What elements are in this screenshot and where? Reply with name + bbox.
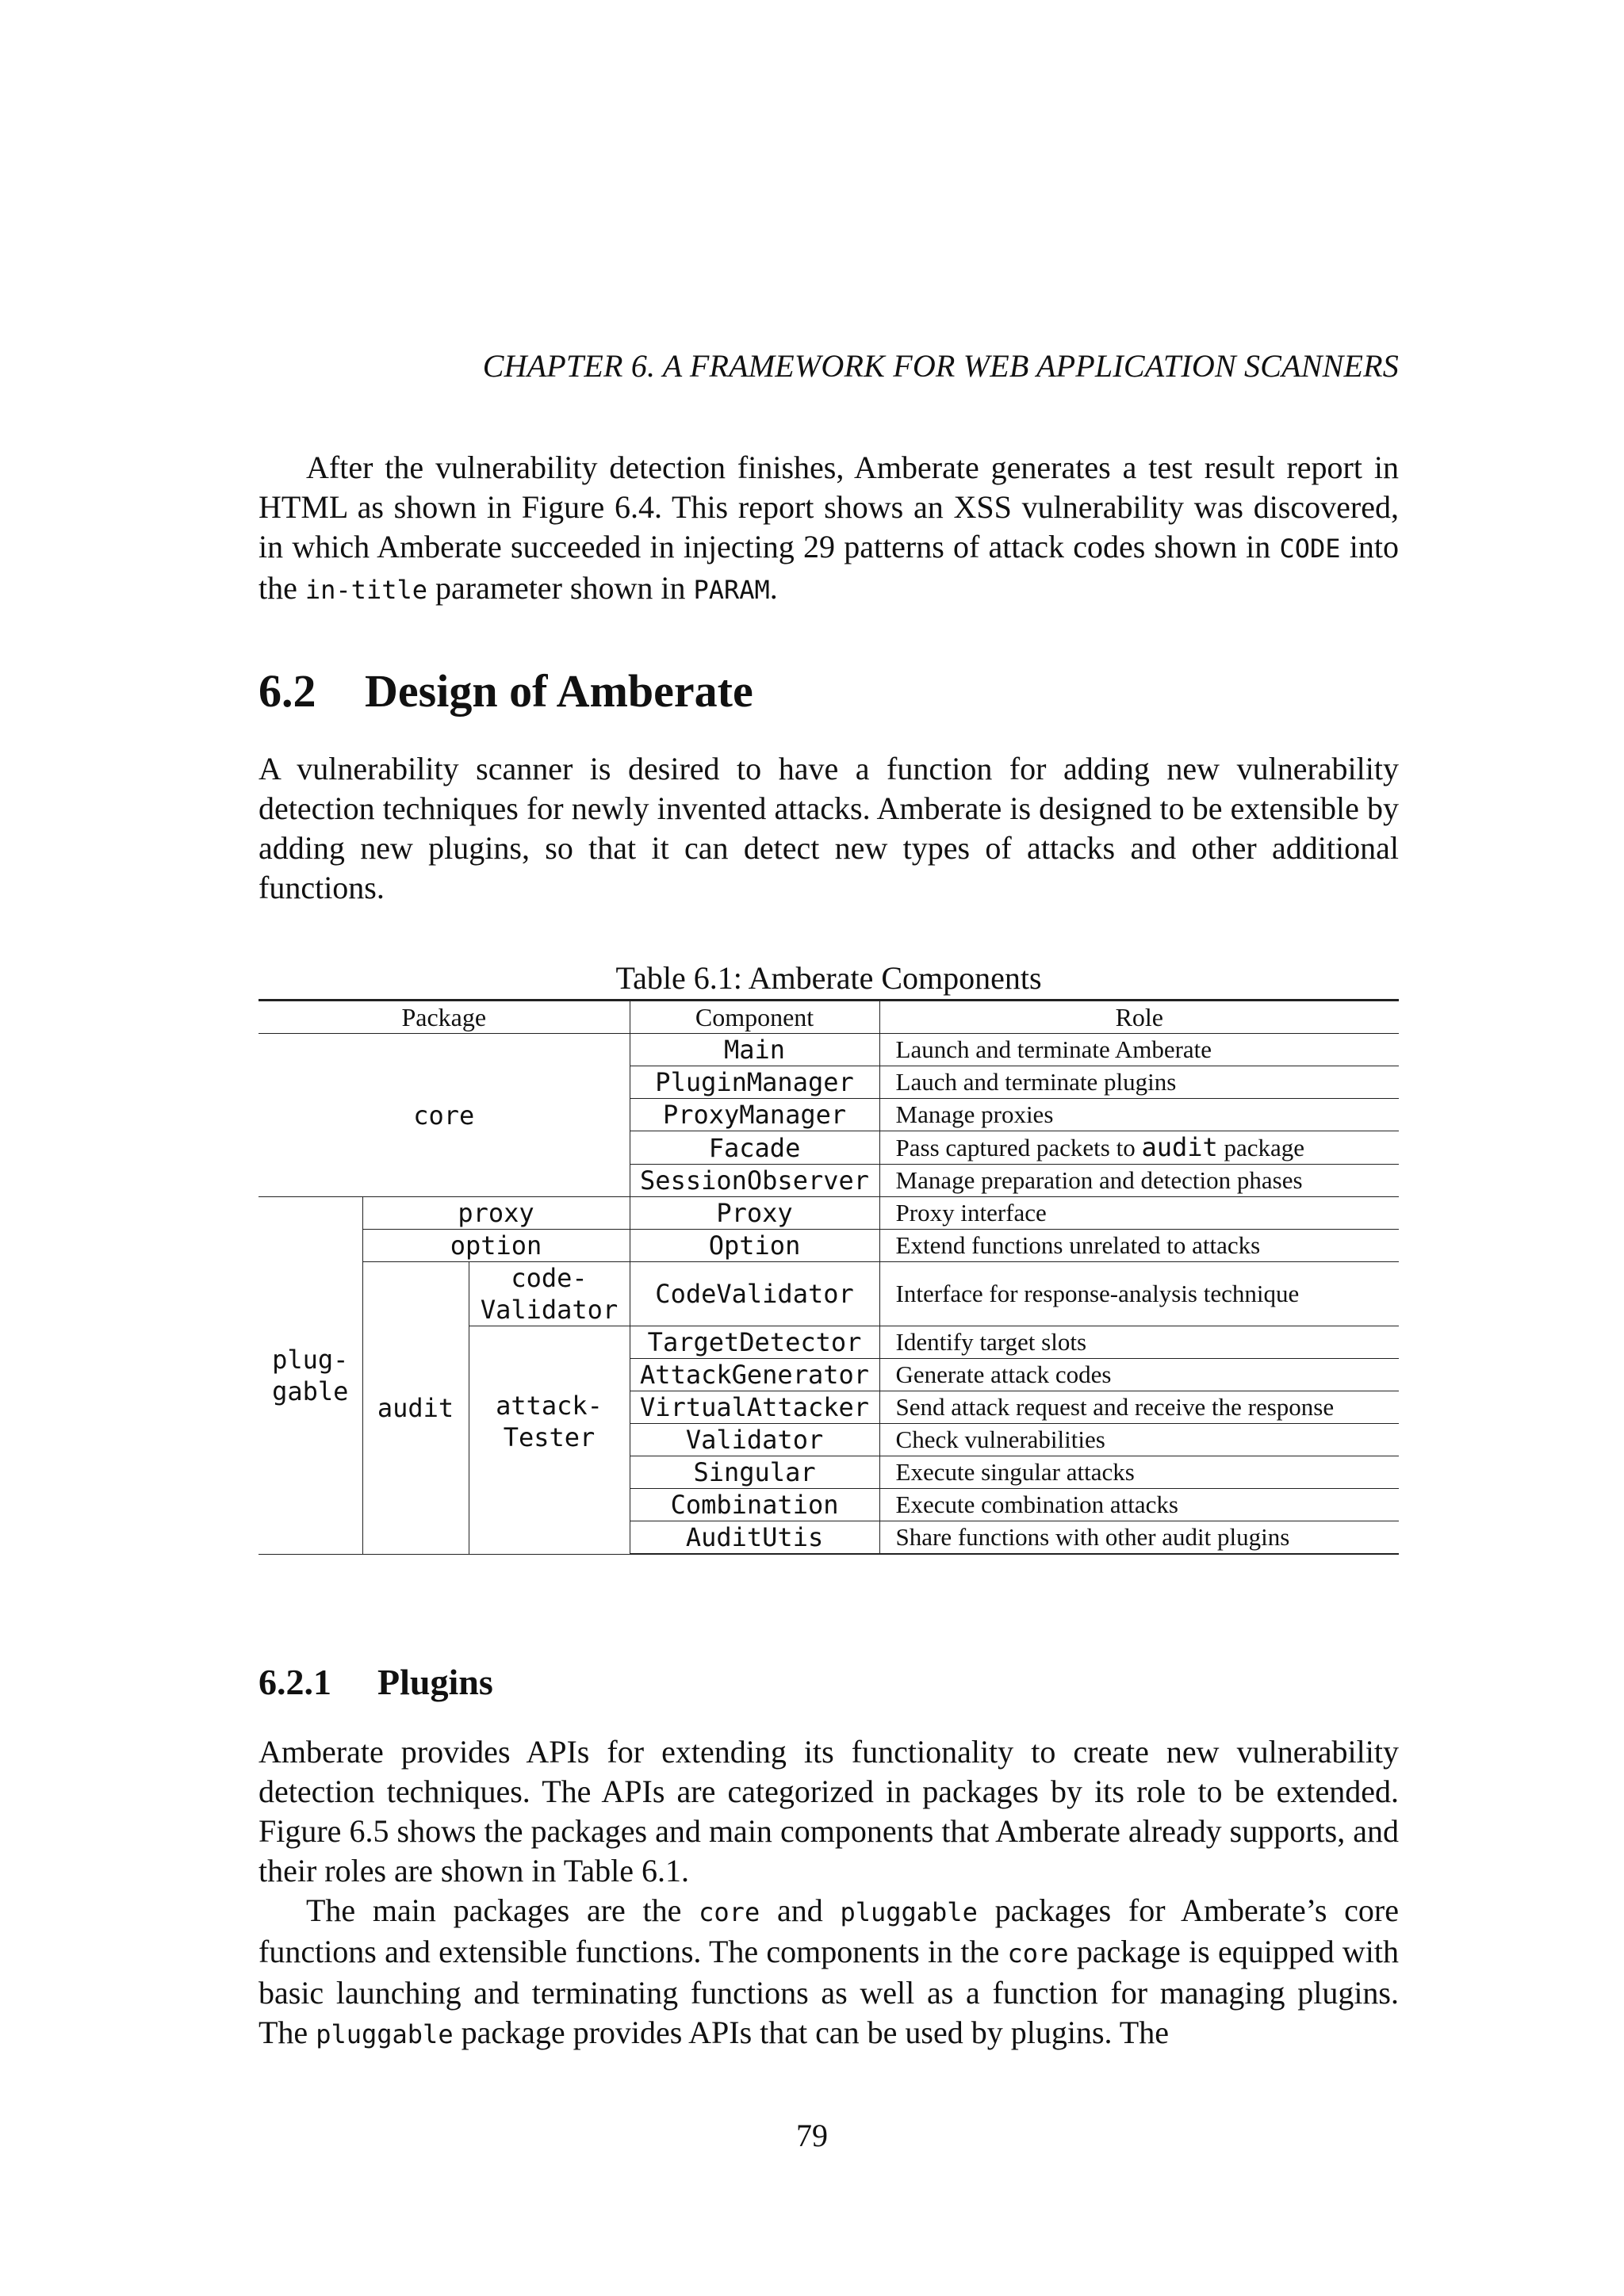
intro-text-2: into the (259, 529, 1399, 606)
component-cell: TargetDetector (630, 1326, 879, 1359)
role-cell: Send attack request and receive the response (879, 1391, 1399, 1424)
component-cell: AuditUtis (630, 1521, 879, 1555)
packages-text-4: package is equipped with basic launching and terminating functions as well as a function for managing plugins. The (259, 1934, 1399, 2050)
role-cell: Execute singular attacks (879, 1456, 1399, 1489)
component-cell: Singular (630, 1456, 879, 1489)
table-header-row (259, 1001, 1399, 1034)
inline-code-audit: audit (1141, 1132, 1218, 1162)
page-number: 79 (796, 2118, 828, 2153)
subsection-number: 6.2.1 (259, 1662, 331, 1702)
component-cell: Proxy (630, 1197, 879, 1230)
inline-code-core: core (699, 1897, 760, 1927)
packages-text-5: package provides APIs that can be used by plugins. The (453, 2015, 1169, 2050)
running-head: CHAPTER 6. A FRAMEWORK FOR WEB APPLICATION SCANNERS (482, 348, 1399, 384)
component-cell: VirtualAttacker (630, 1391, 879, 1424)
packages-text-1: The main packages are the (306, 1892, 699, 1928)
subsection-title: Plugins (377, 1662, 493, 1702)
component-cell: AttackGenerator (630, 1359, 879, 1391)
role-cell: Share functions with other audit plugins (879, 1521, 1399, 1555)
component-cell: Main (630, 1034, 879, 1066)
section-title: Design of Amberate (365, 665, 753, 717)
packages-paragraph (259, 1891, 1399, 2054)
table-row (259, 1197, 1399, 1230)
table-caption: Table 6.1: Amberate Components (615, 960, 1042, 996)
section-number: 6.2 (259, 665, 316, 717)
component-cell: Facade (630, 1131, 879, 1165)
components-table (259, 999, 1399, 1555)
section-heading (259, 664, 753, 718)
role-cell: Lauch and terminate plugins (879, 1066, 1399, 1099)
inline-code-pluggable: pluggable (840, 1897, 978, 1927)
table-row (259, 1262, 1399, 1326)
role-text: Pass captured packets to (895, 1134, 1142, 1161)
role-cell: Interface for response-analysis technique (879, 1262, 1399, 1326)
intro-paragraph (259, 448, 1399, 610)
package-attack-tester: attack- Tester (469, 1326, 630, 1555)
table-row (259, 1230, 1399, 1262)
intro-text-1: After the vulnerability detection finishes, Amberate generates a test result report in HTML as shown in Figure 6.4. This report shows an XSS vulnerability was discovered, in which Amberate succeeded in injecting 29 patterns of attack codes shown in (259, 450, 1399, 564)
packages-text-3: packages for Amberate’s core functions and extensible functions. The components in the (259, 1892, 1399, 1969)
intro-text-4: . (769, 570, 778, 606)
role-cell: Launch and terminate Amberate (879, 1034, 1399, 1066)
table-row (259, 1034, 1399, 1066)
inline-code-PARAM: PARAM (693, 575, 770, 605)
component-cell: Validator (630, 1424, 879, 1456)
role-cell: Generate attack codes (879, 1359, 1399, 1391)
header-package: Package (259, 1001, 630, 1034)
inline-code-in-title: in-title (304, 575, 427, 605)
component-cell: SessionObserver (630, 1165, 879, 1197)
package-audit: audit (362, 1262, 469, 1555)
component-cell: Combination (630, 1489, 879, 1521)
role-cell: Manage proxies (879, 1099, 1399, 1131)
package-pluggable: plug- gable (259, 1197, 362, 1555)
header-role: Role (879, 1001, 1399, 1034)
package-code-validator: code- Validator (469, 1262, 630, 1326)
role-cell: Identify target slots (879, 1326, 1399, 1359)
intro-text-3: parameter shown in (427, 570, 694, 606)
role-cell: Manage preparation and detection phases (879, 1165, 1399, 1197)
role-text: package (1217, 1134, 1305, 1161)
component-cell: ProxyManager (630, 1099, 879, 1131)
subsection-heading (259, 1661, 493, 1703)
inline-code-core: core (1007, 1938, 1069, 1969)
package-option: option (362, 1230, 630, 1262)
section-paragraph: A vulnerability scanner is desired to have a function for adding new vulnerability detection techniques for newly invented attacks. Amberate is designed to be extensible by adding new plugins, so that it can detect new types of attacks and other additional functions. (259, 751, 1399, 905)
role-cell (879, 1131, 1399, 1165)
package-proxy: proxy (362, 1197, 630, 1230)
inline-code-CODE: CODE (1279, 534, 1341, 564)
role-cell: Execute combination attacks (879, 1489, 1399, 1521)
role-cell: Proxy interface (879, 1197, 1399, 1230)
component-cell: Option (630, 1230, 879, 1262)
component-cell: CodeValidator (630, 1262, 879, 1326)
inline-code-pluggable: pluggable (316, 2019, 454, 2049)
package-core: core (259, 1034, 630, 1197)
role-cell: Extend functions unrelated to attacks (879, 1230, 1399, 1262)
plugins-paragraph: Amberate provides APIs for extending its functionality to create new vulnerability detection techniques. The APIs are categorized in packages by its role to be extended. Figure 6.5 shows the packages and main components that Amberate already supports, and their roles are shown in Table 6.1. (259, 1734, 1399, 1888)
packages-text-2: and (760, 1892, 841, 1928)
role-cell: Check vulnerabilities (879, 1424, 1399, 1456)
component-cell: PluginManager (630, 1066, 879, 1099)
header-component: Component (630, 1001, 879, 1034)
